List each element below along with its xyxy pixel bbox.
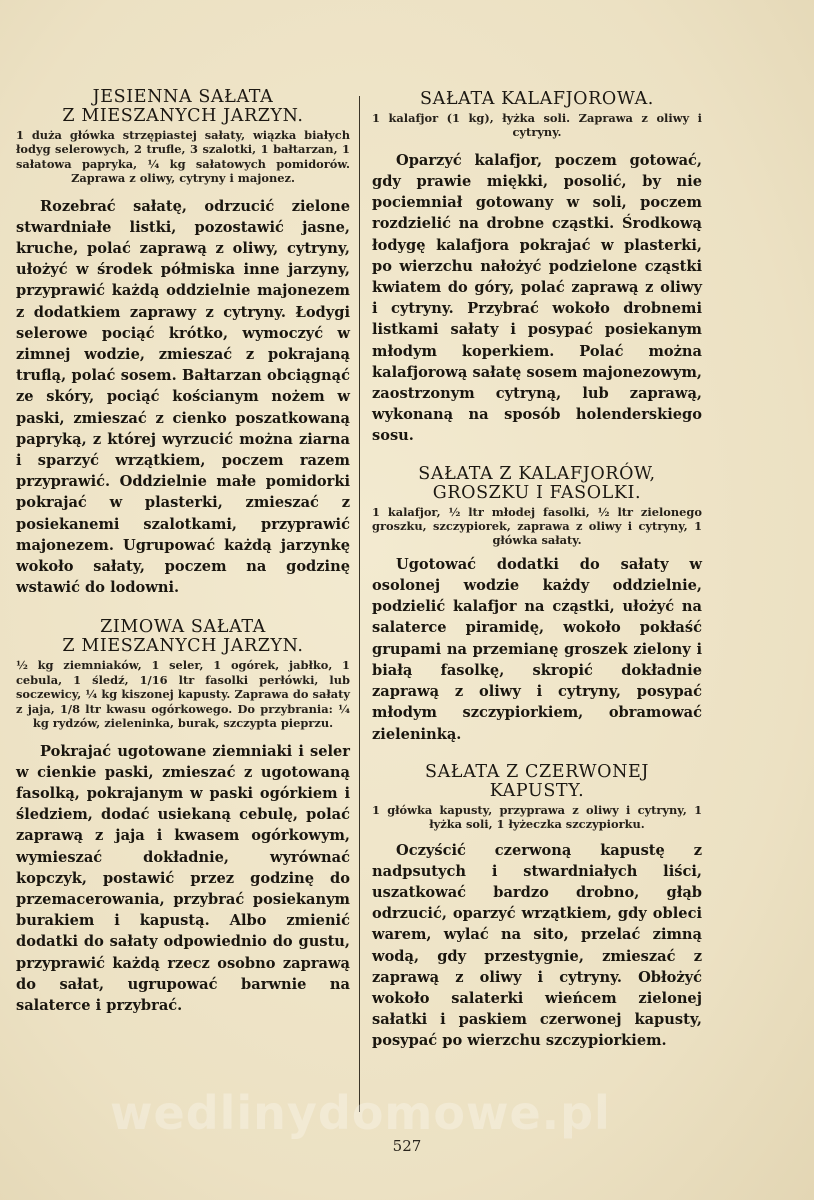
recipe-instructions: Oczyścić czerwoną kapustę z nadpsutych i stwardniałych liści, uszatkować bardzo drobno, głąb odrzucić, oparzyć wrzątkiem, gdy obleci warem, wylać na sito, przelać zimną wodą, gdy przestygnie, zmieszać z zaprawą z oliwy i cytryny. Obłożyć wokoło salaterki wieńcem zielonej sałatki i paskiem czerwonej kapusty, posypać po wierzchu szczypiorkiem. xyxy=(372,841,702,1050)
recipe-salata-z-czerwonej-kapusty xyxy=(372,763,702,1052)
recipe-ingredients: 1 kalafjor, ½ ltr młodej fasolki, ½ ltr zielonego groszku, szczypiorek, zaprawa z oliwy i cytryny, 1 główka sałaty. xyxy=(372,504,702,548)
right-column xyxy=(372,88,702,1052)
recipe-ingredients: ½ kg ziemniaków, 1 seler, 1 ogórek, jabłko, 1 cebula, 1 śledź, 1/16 ltr fasolki perłówki, lub soczewicy, ¼ kg kiszonej kapusty. Zaprawa do sałaty z jaja, 1/8 ltr kwasu ogórkowego. Do przybrania: ¼ kg rydzów, zieleninka, burak, szczypta pieprzu. xyxy=(16,658,350,731)
recipe-title-line2: KAPUSTY. xyxy=(489,780,585,801)
recipe-title: SAŁATA KALAFJOROWA. xyxy=(420,89,654,109)
recipe-jesienna-salata xyxy=(16,88,350,598)
recipe-ingredients: 1 duża główka strzępiastej sałaty, wiązka białych łodyg selerowych, 2 trufle, 3 szalotki, 1 bałtarzan, 1 sałatowa papryka, ¼ kg sałatowych pomidorów. Zaprawa z oliwy, cytryny i majonez. xyxy=(16,128,350,186)
recipe-instructions: Oparzyć kalafjor, poczem gotować, gdy prawie miękki, posolić, by nie pociemniał gotowany w soli, poczem rozdzielić na drobne cząstki. Środkową łodygę kalafjora pokrajać w plasterki, po wierzchu nałożyć podzielone cząstki kwiatem do góry, polać zaprawą z oliwy i cytryny. Przybrać wokoło drobnemi listkami sałaty i posypać posiekanym młodym koperkiem. Polać można kalafjorową sałatę sosem majonezowym, zaostrzonym cytryną, lub zaprawą, wykonaną na sposób holenderskiego sosu. xyxy=(372,151,702,445)
recipe-ingredients: 1 główka kapusty, przyprawa z oliwy i cytryny, 1 łyżka soli, 1 łyżeczka szczypiorku. xyxy=(372,802,702,832)
column-divider xyxy=(359,96,360,1112)
recipe-title-line2: Z MIESZANYCH JARZYN. xyxy=(62,636,304,657)
recipe-title-line2: GROSZKU I FASOLKI. xyxy=(432,482,642,503)
recipe-salata-z-kalafjorow xyxy=(372,465,702,745)
recipe-instructions: Pokrajać ugotowane ziemniaki i seler w cienkie paski, zmieszać z ugotowaną fasolką, pokrajanym w paski ogórkiem i śledziem, dodać usiekaną cebulę, polać zaprawą z jaja i kwasem ogórkowym, wymieszać dokładnie, wyrównać kopczyk, postawić przez godzinę do przemacerowania, przybrać posiekanym burakiem i kapustą. Albo zmienić dodatki do sałaty odpowiednio do gustu, przyprawić każdą rzecz osobno zaprawą do sałat, ugrupować barwnie na salaterce i przybrać. xyxy=(16,742,350,1014)
page-number: 527 xyxy=(392,1137,422,1155)
watermark: wedlinydomowe.pl xyxy=(110,1086,611,1140)
recipe-title-line1: SAŁATA Z CZERWONEJ xyxy=(424,761,649,782)
recipe-title-line1: ZIMOWA SAŁATA xyxy=(100,617,266,638)
left-column xyxy=(16,88,350,1016)
recipe-salata-kalafjorowa xyxy=(372,90,702,447)
recipe-title-line1: SAŁATA Z KALAFJORÓW, xyxy=(418,463,656,484)
recipe-zimowa-salata xyxy=(16,618,350,1016)
recipe-title-line2: Z MIESZANYCH JARZYN. xyxy=(62,106,304,126)
recipe-ingredients: 1 kalafjor (1 kg), łyżka soli. Zaprawa z oliwy i cytryny. xyxy=(372,111,702,140)
recipe-instructions: Ugotować dodatki do sałaty w osolonej wodzie każdy oddzielnie, podzielić kalafjor na cząstki, ułożyć na salaterce piramidę, wokoło pokłaść grupami na przemianę groszek zielony i białą fasolkę, skropić dokładnie zaprawą z oliwy i cytryny, posypać młodym szczypiorkiem, obramować zieleninką. xyxy=(372,555,702,743)
recipe-title-line1: JESIENNA SAŁATA xyxy=(92,87,274,107)
recipe-instructions: Rozebrać sałatę, odrzucić zielone stwardniałe listki, pozostawić jasne, kruche, polać zaprawą z oliwy, cytryny, ułożyć w środek półmiska inne jarzyny, przyprawić każdą oddzielnie majonezem z dodatkiem zaprawy z cytryny. Łodygi selerowe pociąć krótko, wymoczyć w zimnej wodzie, zmieszać z pokrajaną truflą, polać sosem. Bałtarzan obciągnąć ze skóry, pociąć kościanym nożem w paski, zmieszać z cienko poszatkowaną papryką, z której wyrzucić można ziarna i sparzyć wrzątkiem, poczem razem przyprawić. Oddzielnie małe pomidorki pokrajać w plasterki, zmieszać z posiekanemi szalotkami, przyprawić majonezem. Ugrupować każdą jarzynkę wokoło sałaty, poczem na godzinę wstawić do lodowni. xyxy=(16,197,350,597)
